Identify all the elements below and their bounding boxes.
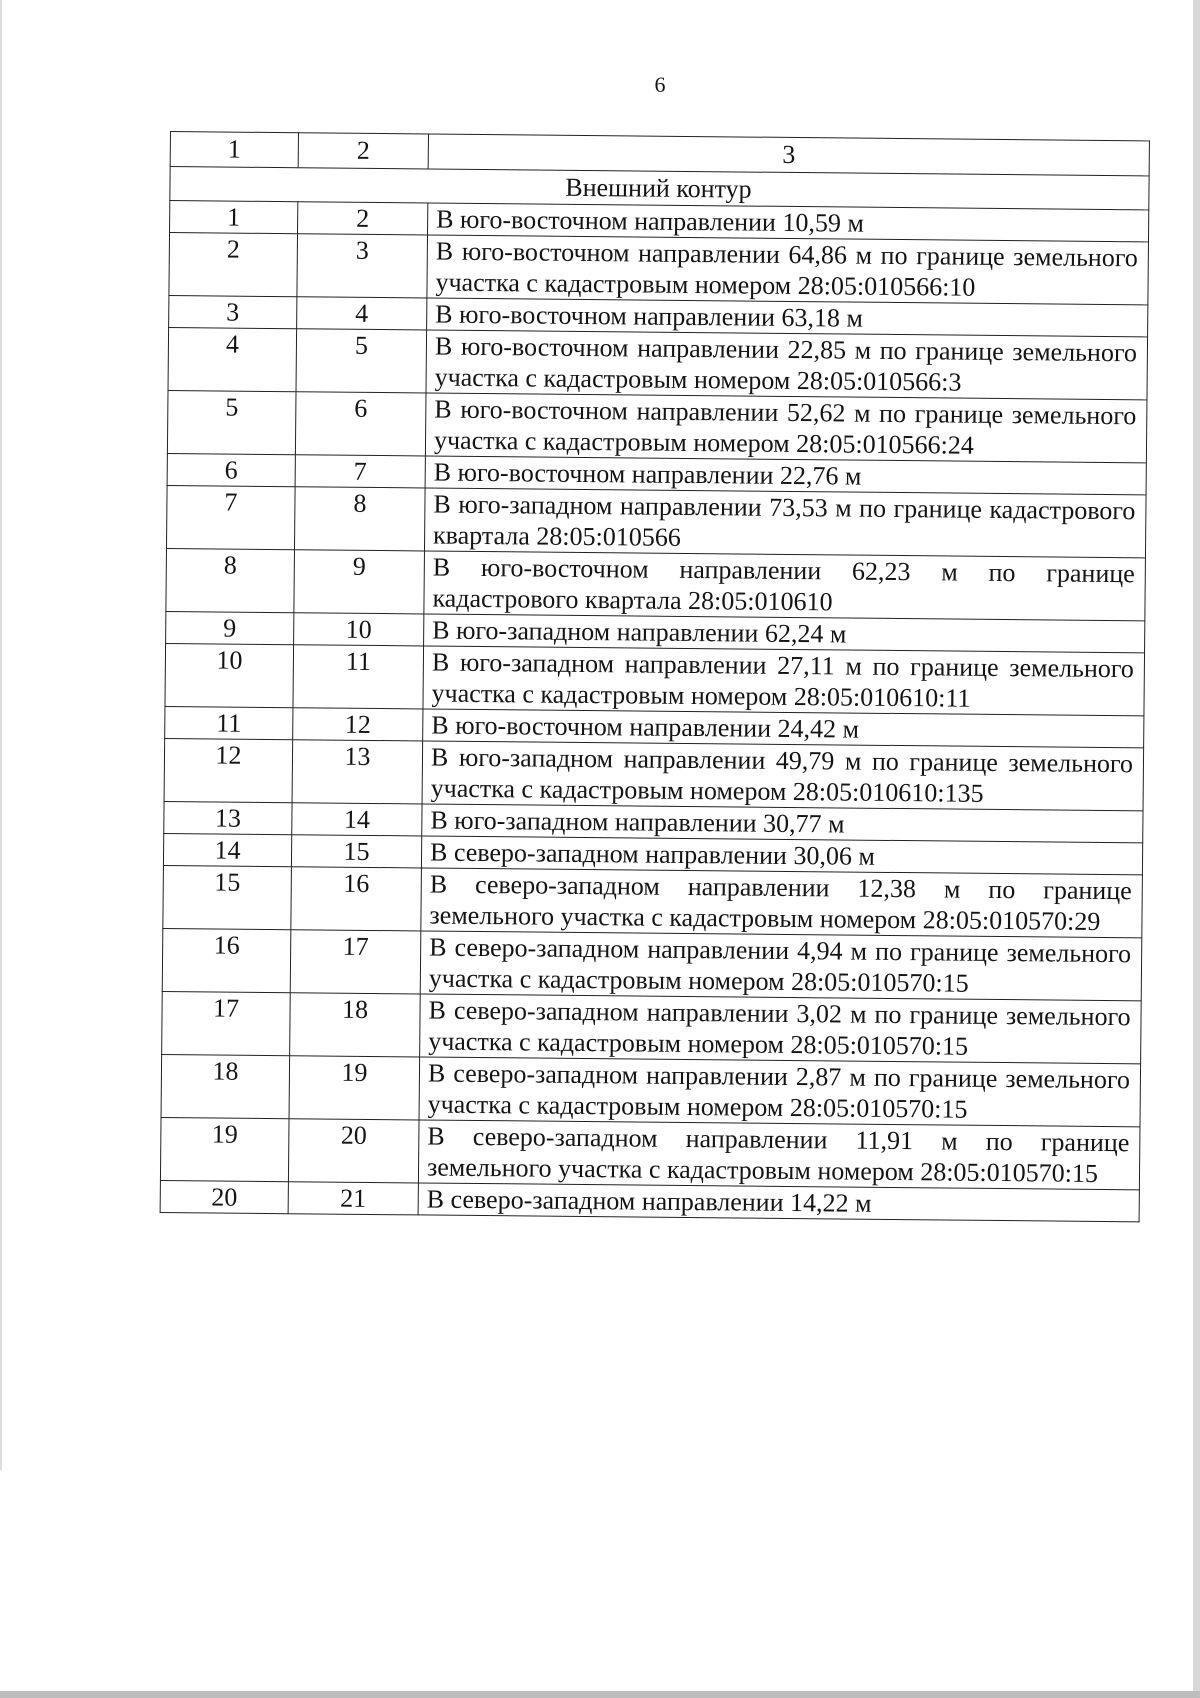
point-from-cell: 7 [166, 485, 295, 549]
table-row [166, 548, 1146, 620]
scan-edge-right [1193, 0, 1200, 1698]
boundary-table [160, 131, 1150, 1222]
table-row [166, 485, 1146, 557]
point-to-cell: 8 [294, 487, 425, 551]
point-to-cell: 15 [291, 835, 421, 868]
segment-description-cell: В северо-западном направлении 4,94 м по границе земельного участка с кадастровым номером 28:05:010570:15 [420, 931, 1142, 1001]
table-row [161, 1054, 1141, 1126]
point-from-cell: 10 [165, 643, 294, 707]
table-row [164, 738, 1144, 810]
point-to-cell: 11 [293, 645, 424, 709]
point-to-cell: 9 [294, 550, 425, 614]
point-to-cell: 2 [298, 202, 428, 235]
column-header-to: 2 [298, 133, 428, 169]
point-to-cell: 12 [293, 708, 423, 741]
point-from-cell: 12 [164, 738, 293, 802]
point-from-cell: 5 [167, 390, 296, 454]
scan-edge-bottom [0, 1691, 1200, 1698]
segment-description-cell: В юго-восточном направлении 24,42 м [423, 709, 1144, 748]
point-from-cell: 2 [169, 233, 298, 297]
point-from-cell: 1 [170, 201, 298, 234]
segment-description-cell: В юго-западном направлении 27,11 м по границе земельного участка с кадастровым номером 28:05:010610:11 [423, 646, 1145, 716]
boundary-table-wrap [160, 131, 1149, 1222]
segment-description-cell: В северо-западном направлении 11,91 м по границе земельного участка с кадастровым номером 28:05:010570:15 [418, 1120, 1140, 1190]
point-from-cell: 14 [163, 833, 291, 866]
section-title: Внешний контур [170, 167, 1149, 210]
segment-description-cell: В северо-западном направлении 30,06 м [421, 836, 1142, 875]
point-to-cell: 3 [297, 234, 428, 298]
point-from-cell: 17 [162, 991, 291, 1055]
segment-description-cell: В юго-западном направлении 73,53 м по границе кадастрового квартала 28:05:010566 [424, 488, 1146, 558]
table-row [160, 1117, 1140, 1189]
point-to-cell: 7 [295, 455, 425, 488]
table-row [168, 327, 1148, 399]
point-from-cell: 3 [169, 295, 297, 328]
point-to-cell: 17 [290, 930, 421, 994]
point-from-cell: 18 [161, 1054, 290, 1118]
point-from-cell: 16 [162, 928, 291, 992]
point-to-cell: 21 [288, 1182, 418, 1215]
table-row [169, 233, 1149, 305]
segment-description-cell: В северо-западном направлении 3,02 м по границе земельного участка с кадастровым номером 28:05:010570:15 [420, 994, 1142, 1064]
segment-description-cell: В юго-западном направлении 30,77 м [422, 804, 1143, 843]
segment-description-cell: В юго-западном направлении 49,79 м по границе земельного участка с кадастровым номером 28:05:010610:135 [422, 741, 1144, 811]
point-to-cell: 10 [294, 613, 424, 646]
segment-description-cell: В северо-западном направлении 2,87 м по границе земельного участка с кадастровым номером 28:05:010570:15 [419, 1057, 1141, 1127]
segment-description-cell: В юго-восточном направлении 52,62 м по границе земельного участка с кадастровым номером 28:05:010566:24 [425, 393, 1147, 463]
point-from-cell: 15 [163, 865, 292, 929]
segment-description-cell: В юго-восточном направлении 62,23 м по границе кадастрового квартала 28:05:010610 [424, 551, 1146, 621]
column-header-description: 3 [428, 134, 1149, 176]
point-from-cell: 9 [166, 611, 294, 644]
page-number: 6 [654, 72, 666, 97]
table-row [167, 390, 1147, 462]
point-from-cell: 8 [166, 548, 295, 612]
segment-description-cell: В юго-восточном направлении 64,86 м по границе земельного участка с кадастровым номером 28:05:010566:10 [427, 235, 1149, 305]
point-from-cell: 20 [160, 1180, 288, 1213]
table-row [162, 928, 1142, 1000]
point-from-cell: 13 [164, 801, 292, 834]
segment-description-cell: В юго-восточном направлении 63,18 м [427, 298, 1148, 337]
point-from-cell: 4 [168, 327, 297, 391]
point-to-cell: 14 [292, 803, 422, 836]
table-row [165, 643, 1145, 715]
table-row [163, 865, 1143, 937]
point-from-cell: 11 [165, 706, 293, 739]
point-to-cell: 16 [291, 867, 422, 931]
table-row [162, 991, 1142, 1063]
point-from-cell: 6 [167, 453, 295, 486]
boundary-table-body [160, 132, 1149, 1222]
point-to-cell: 19 [289, 1056, 420, 1120]
point-to-cell: 20 [288, 1119, 419, 1183]
segment-description-cell: В юго-восточном направлении 10,59 м [428, 203, 1149, 242]
point-to-cell: 4 [297, 297, 427, 330]
segment-description-cell: В северо-западном направлении 14,22 м [418, 1183, 1139, 1222]
point-to-cell: 13 [292, 740, 423, 804]
point-to-cell: 6 [295, 392, 426, 456]
point-from-cell: 19 [160, 1117, 289, 1181]
point-to-cell: 5 [296, 329, 427, 393]
segment-description-cell: В юго-восточном направлении 22,76 м [425, 456, 1146, 495]
segment-description-cell: В юго-восточном направлении 22,85 м по границе земельного участка с кадастровым номером 28:05:010566:3 [426, 330, 1148, 400]
scan-edge-left [0, 0, 2, 1470]
segment-description-cell: В юго-западном направлении 62,24 м [424, 614, 1145, 653]
point-to-cell: 18 [290, 993, 421, 1057]
segment-description-cell: В северо-западном направлении 12,38 м по границе земельного участка с кадастровым номером 28:05:010570:29 [421, 868, 1143, 938]
column-header-from: 1 [170, 132, 298, 168]
